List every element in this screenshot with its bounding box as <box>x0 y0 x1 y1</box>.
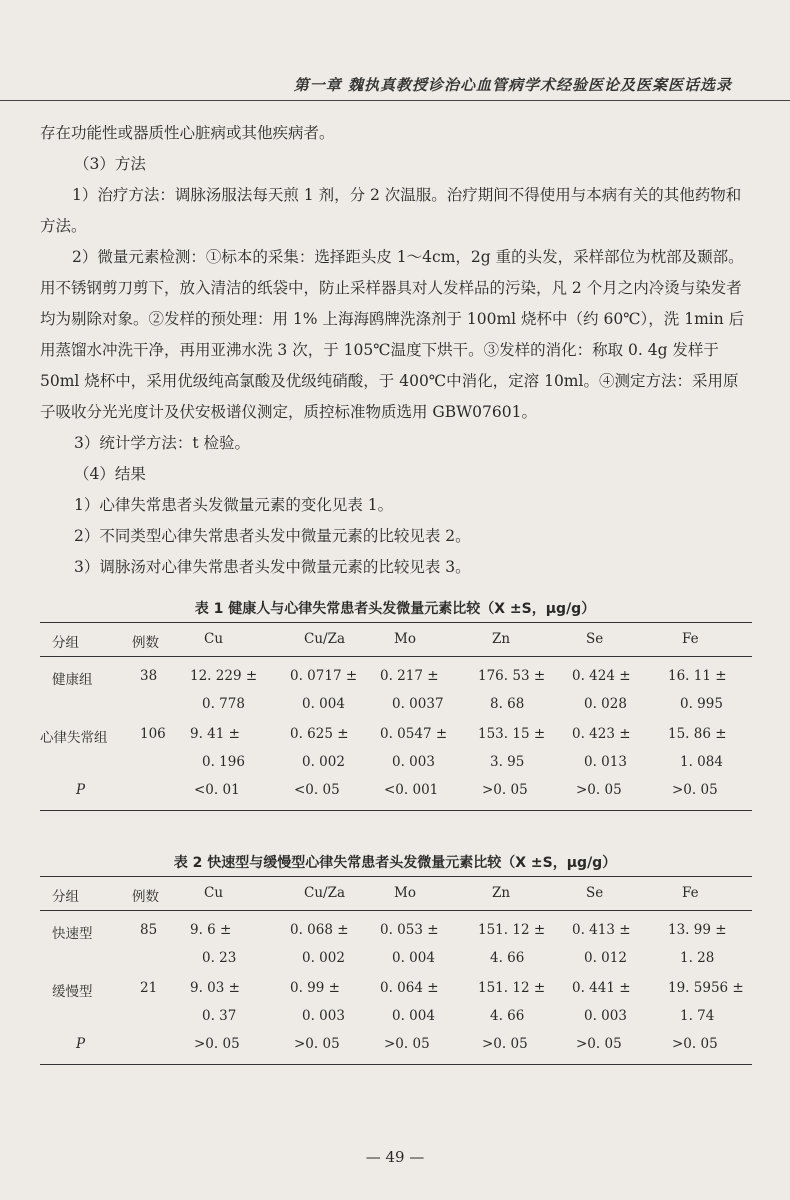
table-cell-sd: 0. 012 <box>584 950 627 966</box>
table-cell-mean: 153. 15 ± <box>478 726 546 742</box>
table-cell-sd: 0. 995 <box>680 696 723 712</box>
table-cell-mean: 176. 53 ± <box>478 668 546 684</box>
table-cell-sd: 0. 778 <box>202 696 245 712</box>
p-value: >0. 05 <box>672 1036 718 1052</box>
column-header: 分组 <box>52 635 79 651</box>
row-group-label: 缓慢型 <box>52 984 93 1000</box>
table-cell-sd: 0. 028 <box>584 696 627 712</box>
section-heading-methods: （3）方法 <box>74 155 146 173</box>
column-header: Cu <box>204 631 224 647</box>
row-count: 38 <box>140 668 158 684</box>
table-header-rule <box>40 656 752 657</box>
table-cell-mean: 0. 423 ± <box>572 726 631 742</box>
result-item-3: 3）调脉汤对心律失常患者头发中微量元素的比较见表 3。 <box>74 558 471 576</box>
table-cell-sd: 4. 66 <box>490 950 525 966</box>
table1 <box>40 622 752 812</box>
table-cell-sd: 0. 37 <box>202 1008 237 1024</box>
table-cell-sd: 4. 66 <box>490 1008 525 1024</box>
column-header: Zn <box>492 631 511 647</box>
table-cell-mean: 0. 0547 ± <box>380 726 448 742</box>
row-group-label: 健康组 <box>52 672 93 688</box>
table-cell-sd: 0. 004 <box>302 696 345 712</box>
row-count: 21 <box>140 980 158 996</box>
column-header: Mo <box>394 885 416 901</box>
table-cell-mean: 0. 064 ± <box>380 980 439 996</box>
paragraph-treatment: 1）治疗方法：调脉汤服法每天煎 1 剂，分 2 次温服。治疗期间不得使用与本病有关的其他药物和方法。 <box>40 186 742 235</box>
table-cell-sd: 3. 95 <box>490 754 525 770</box>
section-heading-results: （4）结果 <box>74 465 146 483</box>
table-cell-mean: 9. 41 ± <box>190 726 240 742</box>
table-cell-sd: 0. 196 <box>202 754 245 770</box>
table-cell-mean: 0. 99 ± <box>290 980 340 996</box>
table-cell-sd: 8. 68 <box>490 696 525 712</box>
column-header: 例数 <box>132 889 159 905</box>
table-cell-sd: 0. 0037 <box>392 696 444 712</box>
p-value-label: P <box>76 782 86 798</box>
p-value-label: P <box>76 1036 86 1052</box>
result-item-2: 2）不同类型心律失常患者头发中微量元素的比较见表 2。 <box>74 527 471 545</box>
row-group-label: 快速型 <box>52 926 93 942</box>
table-cell-sd: 0. 23 <box>202 950 237 966</box>
row-group-label: 心律失常组 <box>40 730 108 746</box>
table-cell-mean: 12. 229 ± <box>190 668 258 684</box>
paragraph-trace-element-detection: 2）微量元素检测：①标本的采集：选择距头皮 1～4cm，2g 重的头发，采样部位为枕部及颞部。用不锈钢剪刀剪下，放入清洁的纸袋中，防止采样器具对人发样品的污染，凡 2 个月之内冷烫与染发者均为剔除对象。②发样的预处理：用 1% 上海海鸥牌洗涤剂于 100ml 烧杯中（约 60℃），洗 1min 后用蒸馏水冲洗干净，再用亚沸水洗 3 次，于 105℃温度下烘干。③发样的消化：称取 0. 4g 发样于 50ml 烧杯中，采用优级纯高氯酸及优级纯硝酸，于 400℃中消化，定溶 10ml。④测定方法：采用原子吸收分光光度计及伏安极谱仪测定，质控标准物质选用 GBW07601。 <box>40 248 745 421</box>
table-cell-mean: 9. 03 ± <box>190 980 240 996</box>
table1-title: 表 1 健康人与心律失常患者头发微量元素比较（X ±S，μg/g） <box>194 601 596 617</box>
table-cell-mean: 0. 424 ± <box>572 668 631 684</box>
column-header: Fe <box>682 631 699 647</box>
table-cell-mean: 0. 625 ± <box>290 726 349 742</box>
p-value: >0. 05 <box>384 1036 430 1052</box>
p-value: >0. 05 <box>194 1036 240 1052</box>
paragraph: 存在功能性或器质性心脏病或其他疾病者。 <box>40 124 335 142</box>
table-cell-sd: 0. 003 <box>392 754 435 770</box>
p-value: >0. 05 <box>576 782 622 798</box>
column-header: Mo <box>394 631 416 647</box>
table-top-rule <box>40 876 752 877</box>
table-cell-sd: 0. 004 <box>392 1008 435 1024</box>
table-cell-sd: 0. 003 <box>584 1008 627 1024</box>
table-cell-mean: 0. 441 ± <box>572 980 631 996</box>
table-cell-sd: 0. 004 <box>392 950 435 966</box>
result-item-1: 1）心律失常患者头发微量元素的变化见表 1。 <box>74 496 394 514</box>
table-top-rule <box>40 622 752 623</box>
table-header-rule <box>40 910 752 911</box>
table-cell-sd: 0. 013 <box>584 754 627 770</box>
p-value: <0. 01 <box>194 782 240 798</box>
table-cell-mean: 9. 6 ± <box>190 922 232 938</box>
column-header: 分组 <box>52 889 79 905</box>
p-value: >0. 05 <box>482 1036 528 1052</box>
table-cell-mean: 0. 413 ± <box>572 922 631 938</box>
column-header: Fe <box>682 885 699 901</box>
table2-title: 表 2 快速型与缓慢型心律失常患者头发微量元素比较（X ±S，μg/g） <box>173 855 617 871</box>
p-value: <0. 001 <box>384 782 439 798</box>
column-header: 例数 <box>132 635 159 651</box>
table-cell-sd: 0. 002 <box>302 950 345 966</box>
column-header: Cu/Za <box>304 885 346 901</box>
table-cell-mean: 19. 5956 ± <box>668 980 744 996</box>
body-text <box>40 118 752 583</box>
row-count: 85 <box>140 922 158 938</box>
table-cell-mean: 15. 86 ± <box>668 726 727 742</box>
table-cell-mean: 151. 12 ± <box>478 980 546 996</box>
table-cell-mean: 0. 053 ± <box>380 922 439 938</box>
page-number: — 49 — <box>365 1148 425 1166</box>
table-bottom-rule <box>40 810 752 811</box>
table-cell-mean: 13. 99 ± <box>668 922 727 938</box>
running-head: 第一章 魏执真教授诊治心血管病学术经验医论及医案医话选录 <box>293 76 732 94</box>
column-header: Zn <box>492 885 511 901</box>
paragraph-statistics: 3）统计学方法：t 检验。 <box>74 434 251 452</box>
table-cell-mean: 0. 0717 ± <box>290 668 358 684</box>
p-value: >0. 05 <box>294 1036 340 1052</box>
p-value: <0. 05 <box>294 782 340 798</box>
table-cell-mean: 16. 11 ± <box>668 668 727 684</box>
row-count: 106 <box>140 726 166 742</box>
table-bottom-rule <box>40 1064 752 1065</box>
p-value: >0. 05 <box>482 782 528 798</box>
table-cell-mean: 0. 068 ± <box>290 922 349 938</box>
table-cell-mean: 0. 217 ± <box>380 668 439 684</box>
column-header: Se <box>586 885 604 901</box>
p-value: >0. 05 <box>576 1036 622 1052</box>
table-cell-sd: 0. 002 <box>302 754 345 770</box>
table-cell-mean: 151. 12 ± <box>478 922 546 938</box>
table-cell-sd: 1. 28 <box>680 950 715 966</box>
table-cell-sd: 1. 084 <box>680 754 723 770</box>
column-header: Cu/Za <box>304 631 346 647</box>
column-header: Cu <box>204 885 224 901</box>
column-header: Se <box>586 631 604 647</box>
table2 <box>40 876 752 1066</box>
p-value: >0. 05 <box>672 782 718 798</box>
table-cell-sd: 0. 003 <box>302 1008 345 1024</box>
table-cell-sd: 1. 74 <box>680 1008 715 1024</box>
page-header <box>0 66 790 101</box>
